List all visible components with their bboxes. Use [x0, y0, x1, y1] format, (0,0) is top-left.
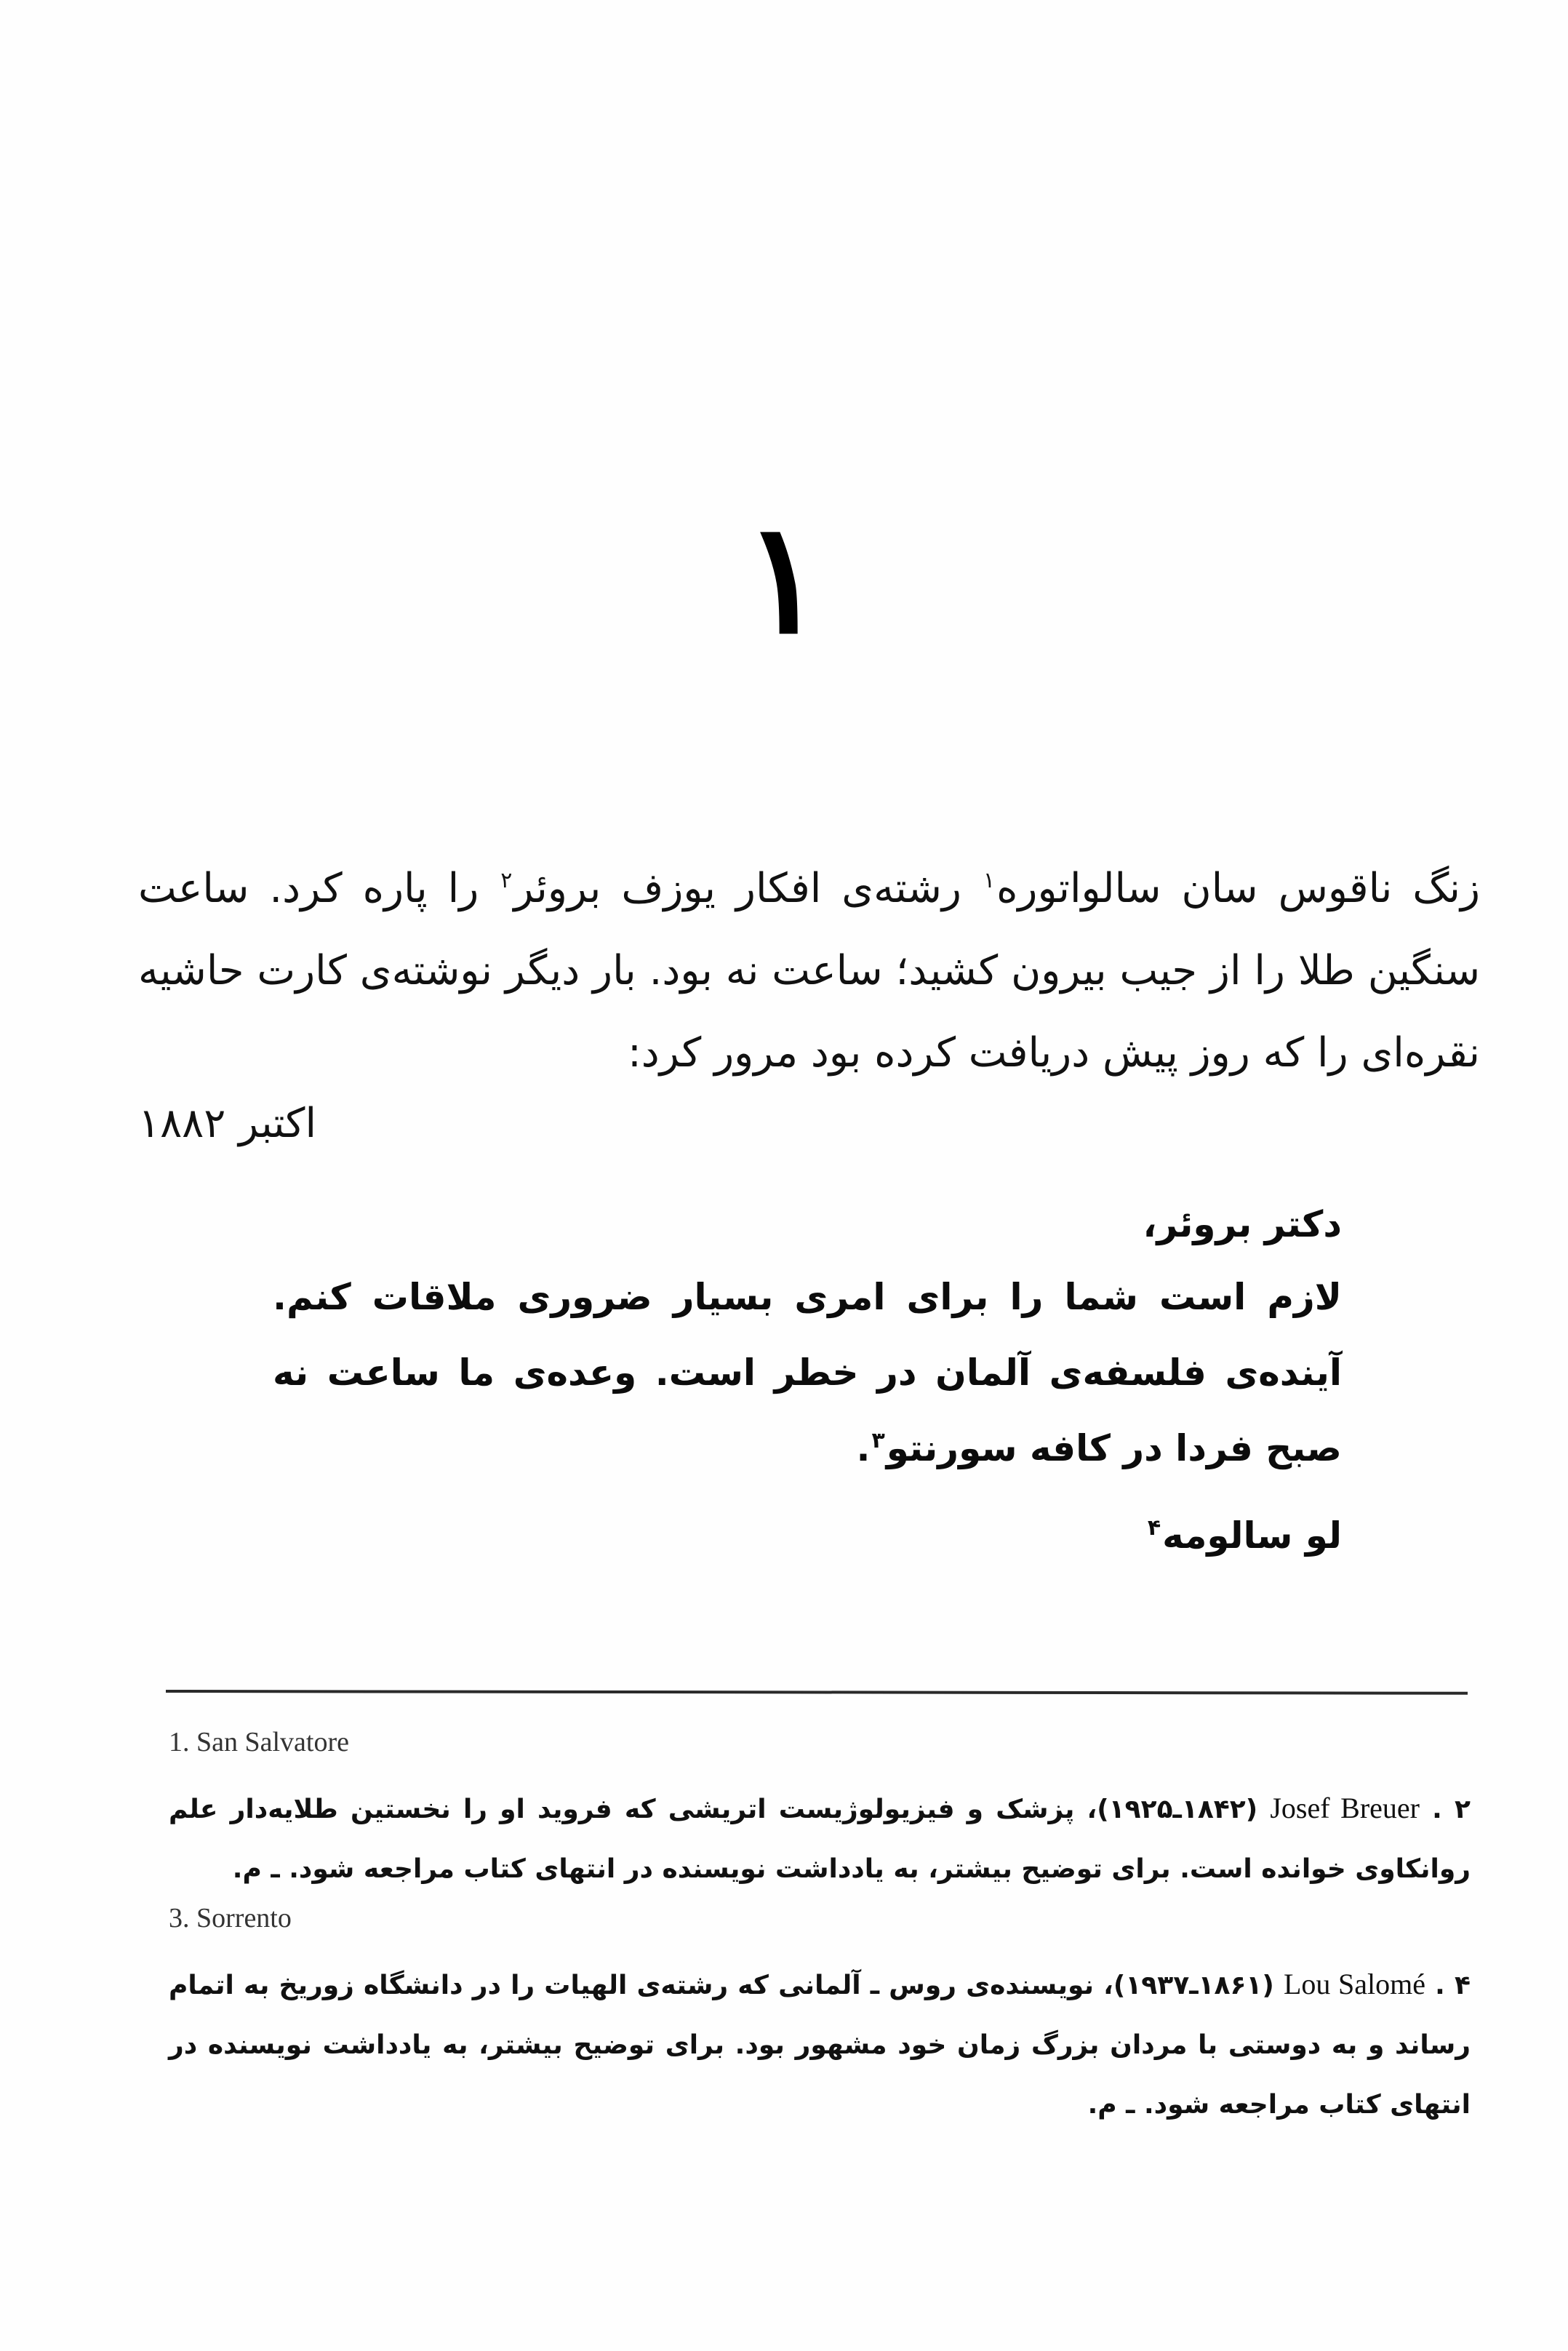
footnote-ref-1[interactable]: ۱ [983, 868, 996, 894]
letter-date: اکتبر ۱۸۸۲ [138, 1100, 317, 1147]
footnote-3: 3. Sorrento [169, 1903, 292, 1933]
footnote-ref-3[interactable]: ۳ [871, 1428, 885, 1454]
letter-salutation: دکتر بروئر، [1143, 1203, 1342, 1245]
footnote-4-latin-name: Lou Salomé [1284, 1968, 1426, 2000]
letter-body [273, 1259, 1342, 1486]
footnote-divider [166, 1690, 1468, 1695]
quoted-letter [273, 1189, 1342, 1579]
footnotes-section [169, 1720, 1471, 2135]
footnote-4-text: (۱۸۶۱ـ۱۹۳۷)، نویسنده‌ی روس ـ آلمانی که رشته‌ی الهیات را در دانشگاه زوریخ به اتمام رساند و به دوستی با مردان بزرگ زمان خود مشهور بود. برای توضیح بیشتر، به یادداشت نویسنده در انتهای کتاب مراجعه شود. ـ م. [169, 1971, 1471, 2120]
paragraph-text-2: رشته‌ی افکار یوزف بروئر [513, 865, 982, 912]
footnote-ref-4[interactable]: ۴ [1147, 1515, 1161, 1541]
footnote-ref-2[interactable]: ۲ [500, 868, 513, 894]
letter-body-text: لازم است شما را برای امری بسیار ضروری ملاقات کنم. آینده‌ی فلسفه‌ی آلمان در خطر است. وعده‌ی ما ساعت نه صبح فردا در کافه سورنتو [273, 1276, 1342, 1469]
letter-body-end: . [856, 1427, 871, 1469]
paragraph-text-1: زنگ ناقوس سان سالواتوره [996, 865, 1481, 912]
letter-signature [273, 1492, 1342, 1579]
signature-text: لو سالومه [1162, 1514, 1342, 1557]
footnote-2-number: ۲ . [1432, 1795, 1471, 1824]
paragraph-text-3: را پاره کرد. ساعت سنگین طلا را از جیب بیرون کشید؛ ساعت نه بود. بار دیگر نوشته‌ی کارت حاشیه نقره‌ای را که روز پیش دریافت کرده بود مرور کرد: [138, 865, 1480, 1077]
opening-paragraph [138, 847, 1480, 1094]
chapter-number: ۱ [743, 488, 825, 668]
footnote-2 [169, 1779, 1471, 1899]
footnote-4-number: ۴ . [1435, 1971, 1471, 2000]
footnote-2-latin-name: Josef Breuer [1270, 1792, 1420, 1824]
footnote-4 [169, 1955, 1471, 2135]
footnote-1: 1. San Salvatore [169, 1727, 350, 1757]
footnote-2-text: (۱۸۴۲ـ۱۹۲۵)، پزشک و فیزیولوژیست اتریشی که فروید او را نخستین طلایه‌دار علم روانکاوی خوانده است. برای توضیح بیشتر، به یادداشت نویسنده در انتهای کتاب مراجعه شود. ـ م. [169, 1795, 1471, 1884]
